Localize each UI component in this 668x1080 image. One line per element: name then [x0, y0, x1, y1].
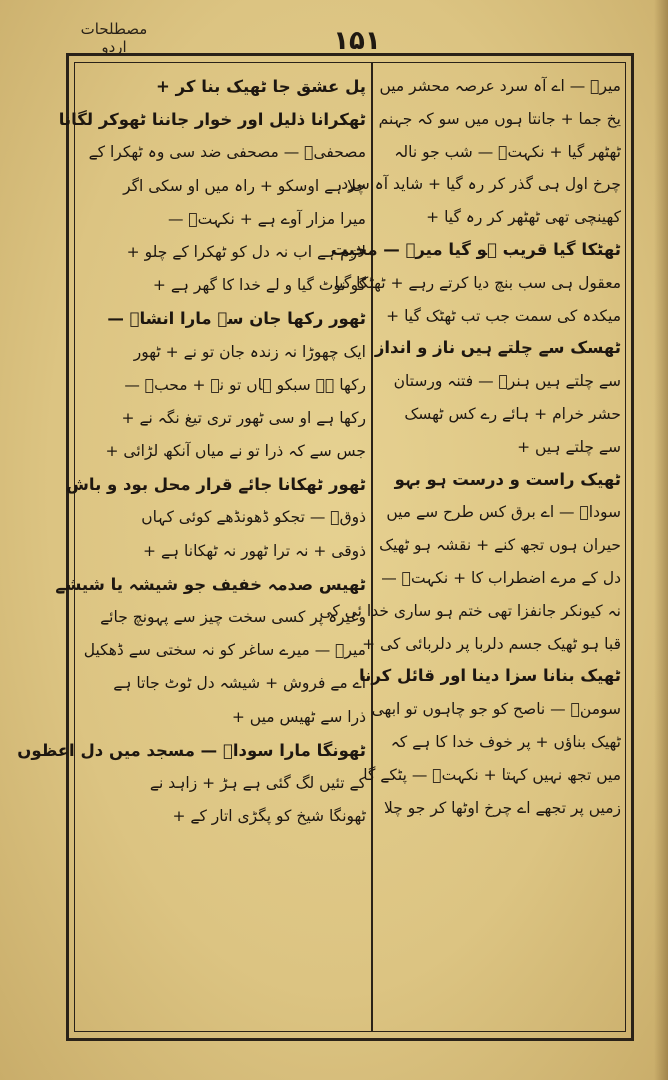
- text-line: سومنؔ — ناصح کو جو چاہوں تو ابھی: [371, 700, 621, 719]
- text-line: رکھا ہے سبکو ہاں تو نے + محبؔ —: [124, 375, 366, 394]
- text-line: قبا ہو ٹھیک جسم دلربا پر دلربائی کی +: [362, 634, 621, 653]
- text-line: میکدہ کی سمت جب تب ٹھٹک گیا +: [386, 306, 621, 325]
- text-line: ٹھیک بنانا سزا دینا اور قائل کرنا: [358, 666, 621, 686]
- text-line: رکھا ہے او سی ٹھور تری تیغ نگہ نے +: [121, 408, 366, 427]
- text-line: کے تئیں لگ گئی ہے ہڑ + زاہد نے: [149, 773, 366, 792]
- text-line: ٹھٹکا گیا قریب ہو گیا میرؔ — محبت: [331, 239, 621, 259]
- text-line: دل کے مرے اضطراب کا + نکہتؔ —: [381, 568, 621, 587]
- text-line: ذرا سے ٹھیس میں +: [231, 707, 366, 726]
- text-line: سے چلتے ہیں +: [517, 437, 621, 456]
- text-line: گو نوٹ گیا و لے خدا کا گھر ہے +: [152, 276, 366, 295]
- right-text-column: [319, 70, 621, 824]
- text-line: مصحفیؔ — مصحفی ضد سی وہ ٹھکرا کے: [88, 143, 366, 162]
- text-line: حیران ہوں تجھ کنے + نقشہ ہو ٹھیک: [379, 536, 621, 555]
- text-line: میں تجھ نہیں کہتا + نکہتؔ — پٹکے گا: [363, 765, 621, 784]
- text-line: نہ کیونکر جانفزا تھی ختم ہو ساری خدا ئی کی: [319, 601, 621, 620]
- text-line: لازم ہے اب نہ دل کو ٹھکرا کے چلو +: [126, 242, 366, 261]
- text-line: ٹھونگا مارا سوداؔ — مسجد میں دل اعظوں: [17, 740, 366, 760]
- text-line: ٹھیک راست و درست ہو بہو: [394, 469, 621, 489]
- page-edge-shadow: [654, 0, 668, 1080]
- text-line: ٹھور رکھا جان سے مارا انشاؔ —: [107, 309, 366, 329]
- text-line: ٹھکرانا ذلیل اور خوار جاننا ٹھوکر لگانا: [58, 110, 366, 130]
- text-line: زمیں پر تجھے اے چرخ اوٹھا کر جو چلا: [384, 798, 621, 817]
- text-line: ذوقی + نہ ترا ٹھور نہ ٹھکانا ہے +: [143, 541, 366, 560]
- text-line: ٹھسک سے چلتے ہیں ناز و انداز: [374, 338, 621, 358]
- running-header: مصطلحات اردو: [80, 20, 148, 56]
- text-line: وغیرہ پر کسی سخت چیز سے پہونچ جائے: [100, 608, 366, 626]
- text-line: معقول ہی سب بنچ دیا کرتے رہے + ٹھٹکا گیا: [334, 273, 621, 292]
- text-line: ٹھیس صدمہ خفیف جو شیشہ یا شیشے: [55, 574, 366, 594]
- text-line: یخ جما + جانتا ہوں میں سو کہ جہنم: [378, 109, 621, 128]
- text-line: میرا مزار آوے ہے + نکہتؔ —: [167, 209, 366, 228]
- page-number: ۱۵۱: [333, 26, 381, 56]
- text-line: میرؔ — میرے ساغر کو نہ سختی سے ڈھکیل: [83, 641, 366, 660]
- text-line: ذوقؔ — تجکو ڈھونڈھے کوئی کہاں: [141, 508, 366, 527]
- left-text-column: [17, 70, 366, 833]
- text-line: حشر خرام + ہائے رے کس ٹھسک: [404, 404, 621, 423]
- text-line: ایک چھوڑا نہ زندہ جان تو نے + ٹھور: [133, 342, 366, 361]
- column-divider: [371, 62, 373, 1032]
- text-line: اے مے فروش + شیشہ دل ٹوٹ جاتا ہے: [113, 674, 366, 693]
- text-line: چرخ اول ہی گذر کر رہ گیا + شاید آہ سرد: [341, 175, 621, 194]
- text-line: میرؔ — اے آہ سرد عرصہ محشر میں: [379, 77, 621, 95]
- text-line: چلا ہے اوسکو + راہ میں او سکی اگر: [123, 176, 366, 195]
- text-line: جس سے کہ ذرا تو نے میاں آنکھ لڑائی +: [105, 442, 366, 461]
- text-line: کھینچی تھی ٹھٹھر کر رہ گیا +: [426, 208, 621, 227]
- text-line: ٹھونگا شیخ کو پگڑی اتار کے +: [172, 807, 366, 826]
- text-line: ٹھیک بناؤں + پر خوف خدا کا ہے کہ: [390, 732, 621, 751]
- text-line: سوداؔ — اے برق کس طرح سے میں: [386, 503, 621, 522]
- text-line: ٹھور ٹھکانا جائے قرار محل بود و باش: [66, 475, 366, 495]
- text-line: ٹھٹھر گیا + نکہتؔ — شب جو نالہ: [394, 142, 621, 161]
- text-line: پل عشق جا ٹھیک بنا کر +: [156, 77, 366, 96]
- text-line: سے چلتے ہیں ہنرؔ — فتنہ ورستان: [393, 372, 621, 391]
